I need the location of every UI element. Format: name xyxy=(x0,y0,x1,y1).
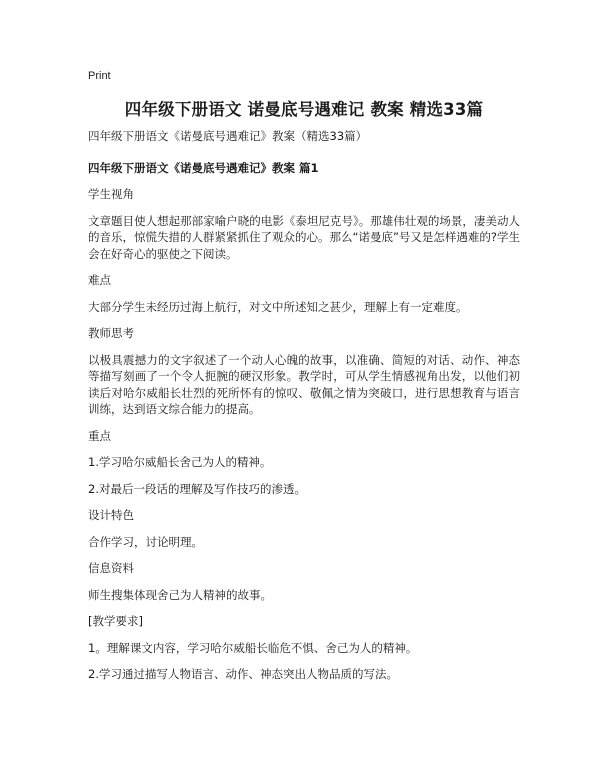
document-subtitle: 四年级下册语文《诺曼底号遇难记》教案（精选33篇） xyxy=(88,129,368,143)
print-label: Print xyxy=(88,70,111,82)
section-heading: 教师思考 xyxy=(88,326,134,340)
article-title: 四年级下册语文《诺曼底号遇难记》教案 篇1 xyxy=(88,161,319,175)
section-heading: 难点 xyxy=(88,273,111,287)
section-heading: 信息资料 xyxy=(88,561,134,575)
article-body xyxy=(88,186,520,693)
document-title: 四年级下册语文 诺曼底号遇难记 教案 精选33篇 xyxy=(124,100,484,119)
section-heading: 重点 xyxy=(88,428,111,443)
section-heading: 设计特色 xyxy=(88,508,134,522)
section-paragraph: 文章题目使人想起那部家喻户晓的电影《泰坦尼克号》。那雄伟壮观的场景，凄美动人的音乐，惊慌失措的人群紧紧抓住了观众的心。那么“诺曼底”号又是怎样遇难的?学生会在好奇心的驱使之下阅读。 xyxy=(88,213,521,261)
list-item: 1.学习哈尔威船长舍己为人的精神。 xyxy=(88,455,272,469)
list-item: 2.学习通过描写人物语言、动作、神态突出人物品质的写法。 xyxy=(88,667,398,681)
list-item: 1。理解课文内容，学习哈尔威船长临危不惧、舍己为人的精神。 xyxy=(88,640,418,655)
list-item: 2.对最后一段话的理解及写作技巧的渗透。 xyxy=(88,481,306,496)
section-paragraph: 以极具震撼力的文字叙述了一个动人心魄的故事，以准确、简短的对话、动作、神态等描写刻画了一个令人扼腕的硬汉形象。教学时，可从学生情感视角出发，以他们初读后对哈尔威船长壮烈的死所怀有的惊叹、敬佩之情为突破口，进行思想教育与语言训练，达到语文综合能力的提高。 xyxy=(88,352,520,416)
section-paragraph: 师生搜集体现舍己为人精神的故事。 xyxy=(88,587,272,602)
section-paragraph: 合作学习，讨论明理。 xyxy=(88,534,203,549)
section-heading: 学生视角 xyxy=(88,187,134,201)
section-heading: [教学要求] xyxy=(88,614,143,628)
section-paragraph: 大部分学生未经历过海上航行，对文中所述知之甚少，理解上有一定难度。 xyxy=(88,299,468,314)
